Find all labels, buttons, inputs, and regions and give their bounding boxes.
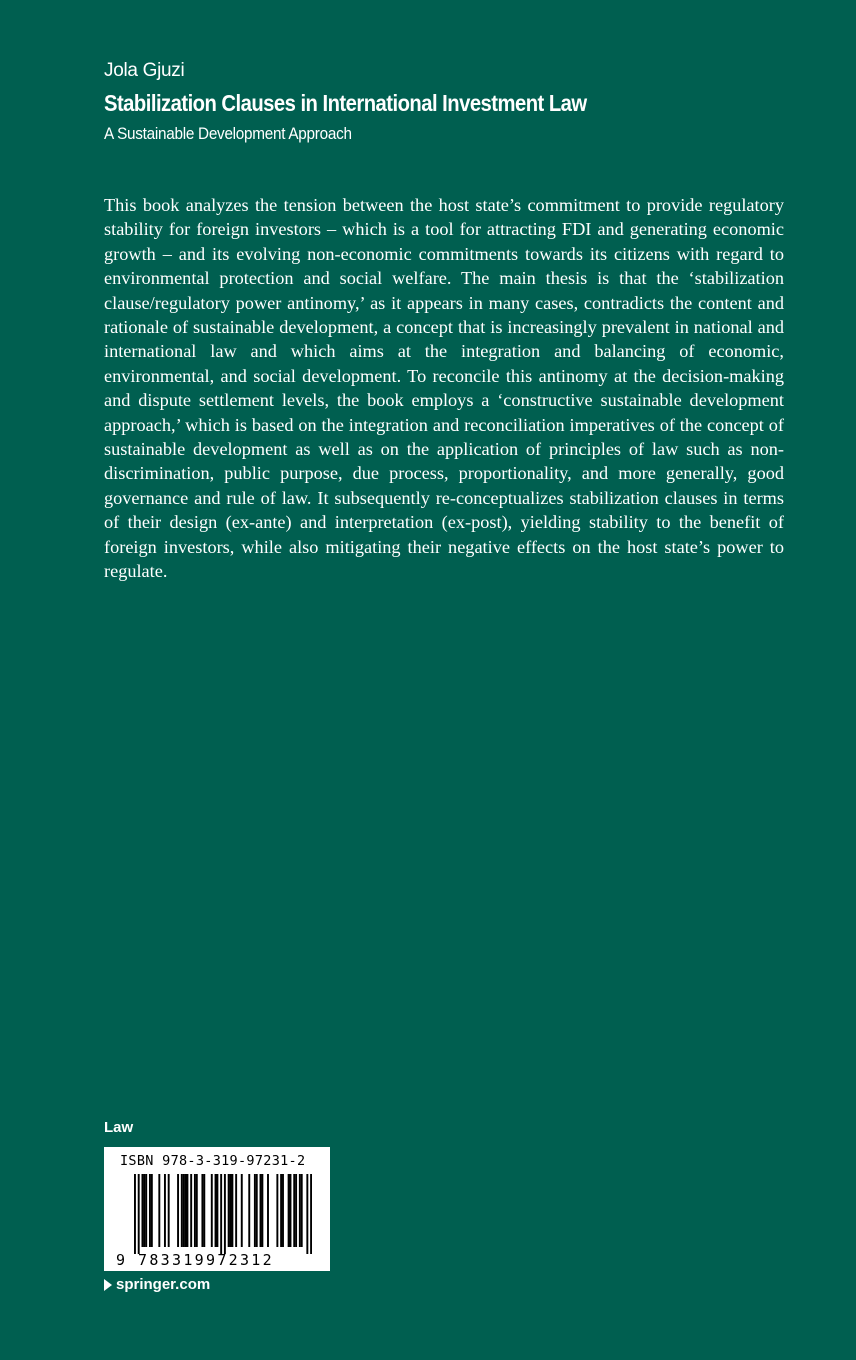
- barcode-bar: [186, 1174, 188, 1247]
- barcode-bar: [181, 1174, 183, 1247]
- barcode-bar: [254, 1174, 256, 1247]
- barcode-bar: [215, 1174, 217, 1247]
- barcode-bar: [290, 1174, 292, 1247]
- isbn-label: ISBN 978-3-319-97231-2: [120, 1153, 306, 1169]
- ean-digits: 783319972312: [138, 1251, 274, 1269]
- barcode-bar: [261, 1174, 263, 1247]
- barcode-bar: [231, 1174, 233, 1247]
- barcode-bar: [149, 1174, 151, 1247]
- isbn-barcode: [104, 1147, 330, 1271]
- barcode-bar: [201, 1174, 203, 1247]
- barcode-bar: [151, 1174, 153, 1247]
- barcode-bars: [134, 1174, 312, 1254]
- barcode-bar: [203, 1174, 205, 1247]
- book-title: Stabilization Clauses in International Investment Law: [104, 90, 587, 116]
- springer-link-text: springer.com: [116, 1276, 211, 1293]
- barcode-bar: [295, 1174, 297, 1247]
- barcode-bar: [260, 1174, 262, 1247]
- ean-first-digit: 9: [116, 1251, 126, 1269]
- barcode-bar: [177, 1174, 179, 1247]
- barcode-bar: [256, 1174, 258, 1247]
- barcode-bar: [288, 1174, 290, 1247]
- barcode-bar: [276, 1174, 278, 1247]
- springer-link[interactable]: [104, 1276, 210, 1293]
- barcode-bar: [241, 1174, 243, 1247]
- barcode-bar: [306, 1174, 308, 1254]
- barcode-bar: [194, 1174, 196, 1247]
- play-arrow-icon: [104, 1279, 112, 1291]
- book-subtitle: A Sustainable Development Approach: [104, 124, 352, 143]
- barcode-bar: [216, 1174, 218, 1247]
- barcode-bar: [164, 1174, 166, 1247]
- barcode-bar: [267, 1174, 269, 1247]
- author-name: Jola Gjuzi: [104, 60, 185, 81]
- barcode-bar: [183, 1174, 185, 1247]
- barcode-bar: [158, 1174, 160, 1247]
- barcode-bar: [134, 1174, 136, 1254]
- barcode-bar: [299, 1174, 301, 1247]
- barcode-bar: [185, 1174, 187, 1247]
- barcode-bar: [190, 1174, 192, 1247]
- barcode-bar: [228, 1174, 230, 1247]
- barcode-bar: [282, 1174, 284, 1247]
- barcode-bar: [141, 1174, 143, 1247]
- category-label: Law: [104, 1119, 134, 1136]
- barcode-bar: [293, 1174, 295, 1247]
- barcode-bar: [143, 1174, 145, 1247]
- barcode-bar: [220, 1174, 222, 1254]
- book-description: This book analyzes the tension between the host state’s commitment to provide regulatory stability for foreign investors – which is a tool for attracting FDI and generating economic growth – and its evolving non-economic commitments towards its citizens with regard to environmental protection and social welfare. The main thesis is that the ‘stabilization clause/regulatory power antinomy,’ as it appears in many cases, contradicts the content and rationale of sustainable development, a concept that is increasingly prevalent in national and international law and which aims at the integration and balancing of economic, environmental, and social development. To reconcile this antinomy at the decision-making and dispute settlement levels, the book employs a ‘constructive sustainable development approach,’ which is based on the integration and reconciliation imperatives of the concept of sustainable development as well as on the application of principles of law such as non-discrimination, public purpose, due process, proportionality, and more generally, good governance and rule of law. It subsequently re-conceptualizes stabilization clauses in terms of their design (ex-ante) and interpretation (ex-post), yielding stability to the benefit of foreign investors, while also mitigating their negative effects on the host state’s power to regulate.: [104, 195, 784, 582]
- barcode-bar: [168, 1174, 170, 1247]
- barcode-bar: [310, 1174, 312, 1254]
- barcode-bar: [230, 1174, 232, 1247]
- barcode-bar: [301, 1174, 303, 1247]
- barcode-bar: [224, 1174, 226, 1254]
- barcode-bar: [211, 1174, 213, 1247]
- barcode-bar: [235, 1174, 237, 1247]
- barcode-bar: [248, 1174, 250, 1247]
- barcode-bar: [196, 1174, 198, 1247]
- barcode-bar: [138, 1174, 140, 1254]
- barcode-bar: [280, 1174, 282, 1247]
- barcode-bar: [145, 1174, 147, 1247]
